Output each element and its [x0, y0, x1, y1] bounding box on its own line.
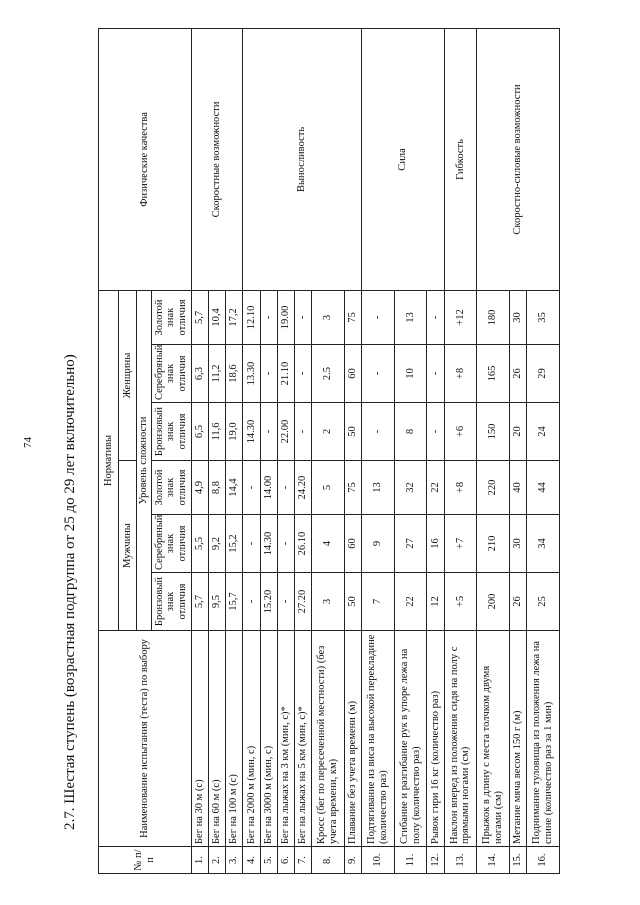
test-name: Подтягивание из виса на высокой перекладине (количество раз) — [362, 631, 395, 847]
test-name: Бег на 30 м (с) — [191, 631, 208, 847]
norm-value: 2 — [312, 403, 345, 461]
norm-value: 27.20 — [294, 573, 311, 631]
table-row — [191, 28, 208, 873]
test-name: Рывок гири 16 кг (количество раз) — [427, 631, 444, 847]
norm-value: 32 — [394, 461, 427, 515]
norm-value: 34 — [527, 515, 560, 573]
norm-value: 3 — [312, 290, 345, 344]
norm-value: 35 — [527, 290, 560, 344]
norm-value: - — [243, 461, 260, 515]
row-number: 12. — [427, 847, 444, 874]
physical-quality: Скоростные возможности — [191, 28, 243, 290]
header-norms: Нормативы — [99, 290, 119, 630]
physical-quality: Гибкость — [444, 28, 477, 290]
header-num: № п/п — [99, 847, 192, 874]
norm-value: 21.10 — [277, 345, 294, 403]
norm-value: 50 — [344, 403, 361, 461]
norm-value: - — [362, 290, 395, 344]
test-name: Бег на лыжах на 5 км (мин, с)* — [294, 631, 311, 847]
header-men-silver: Серебряный знак отличия — [151, 515, 191, 573]
norm-value: - — [294, 345, 311, 403]
row-number: 6. — [277, 847, 294, 874]
norm-value: 13 — [394, 290, 427, 344]
header-quality: Физические качества — [99, 28, 192, 290]
norm-value: - — [243, 573, 260, 631]
norm-value: 14.30 — [260, 515, 277, 573]
norm-value: 16 — [427, 515, 444, 573]
header-women-gold: Золотой знак отличия — [151, 290, 191, 344]
norm-value: 5,5 — [191, 515, 208, 573]
table-row — [243, 28, 260, 873]
norm-value: +8 — [444, 345, 477, 403]
test-name: Плавание без учета времени (м) — [344, 631, 361, 847]
test-name: Поднимание туловища из положения лежа на спине (количество раз за 1 мин) — [527, 631, 560, 847]
norm-value: - — [294, 290, 311, 344]
row-number: 11. — [394, 847, 427, 874]
norm-value: 26 — [509, 345, 526, 403]
norm-value: 5,7 — [191, 573, 208, 631]
norm-value: 14.00 — [260, 461, 277, 515]
test-name: Прыжок в длину с места толчком двумя ногами (см) — [477, 631, 510, 847]
norm-value: - — [427, 290, 444, 344]
norm-value: 25 — [527, 573, 560, 631]
norm-value: 6,5 — [191, 403, 208, 461]
norm-value: +6 — [444, 403, 477, 461]
header-name: Наименование испытания (теста) по выбору — [99, 631, 192, 847]
table-caption: 2.7. Шестая ступень (возрастная подгруппа от 25 до 29 лет включительно) — [62, 354, 78, 830]
table-row — [477, 28, 510, 873]
norm-value: 44 — [527, 461, 560, 515]
norm-value: 3 — [312, 573, 345, 631]
norm-value: 6,3 — [191, 345, 208, 403]
norm-value: 40 — [509, 461, 526, 515]
row-number: 9. — [344, 847, 361, 874]
norm-value: 180 — [477, 290, 510, 344]
norm-value: - — [277, 573, 294, 631]
standards-table — [98, 28, 560, 874]
norm-value: 13 — [362, 461, 395, 515]
norm-value: 30 — [509, 290, 526, 344]
page-number: 74 — [22, 437, 34, 448]
norm-value: 5,7 — [191, 290, 208, 344]
test-name: Бег на 60 м (с) — [208, 631, 225, 847]
header-men: Мужчины — [119, 461, 137, 631]
header-women-bronze: Бронзовый знак отличия — [151, 403, 191, 461]
row-number: 13. — [444, 847, 477, 874]
norm-value: - — [427, 403, 444, 461]
norm-value: 27 — [394, 515, 427, 573]
row-number: 8. — [312, 847, 345, 874]
norm-value: 10,4 — [208, 290, 225, 344]
norm-value: 22.00 — [277, 403, 294, 461]
norm-value: 26 — [509, 573, 526, 631]
test-name: Кросс (бег по пересеченной местности) (без учета времени, км) — [312, 631, 345, 847]
header-level: Уровень сложности — [137, 290, 152, 630]
norm-value: 13.30 — [243, 345, 260, 403]
norm-value: +8 — [444, 461, 477, 515]
norm-value: 18,6 — [226, 345, 243, 403]
norm-value: 220 — [477, 461, 510, 515]
norm-value: 14.30 — [243, 403, 260, 461]
norm-value: 15,7 — [226, 573, 243, 631]
norm-value: 12.10 — [243, 290, 260, 344]
row-number: 10. — [362, 847, 395, 874]
norm-value: 165 — [477, 345, 510, 403]
norm-value: 9,2 — [208, 515, 225, 573]
physical-quality: Выносливость — [243, 28, 362, 290]
norm-value: 24 — [527, 403, 560, 461]
row-number: 2. — [208, 847, 225, 874]
norm-value: 17,2 — [226, 290, 243, 344]
row-number: 14. — [477, 847, 510, 874]
norm-value: 8,8 — [208, 461, 225, 515]
table-row — [444, 28, 477, 873]
row-number: 1. — [191, 847, 208, 874]
norm-value: - — [277, 515, 294, 573]
norm-value: 75 — [344, 290, 361, 344]
norm-value: 19,0 — [226, 403, 243, 461]
row-number: 16. — [527, 847, 560, 874]
norm-value: 150 — [477, 403, 510, 461]
norm-value: +7 — [444, 515, 477, 573]
norm-value: 11,6 — [208, 403, 225, 461]
row-number: 15. — [509, 847, 526, 874]
norm-value: 24.20 — [294, 461, 311, 515]
standards-table-wrapper — [98, 29, 560, 874]
norm-value: - — [260, 345, 277, 403]
norm-value: - — [362, 345, 395, 403]
norm-value: - — [294, 403, 311, 461]
test-name: Бег на лыжах на 3 км (мин, с)* — [277, 631, 294, 847]
norm-value: 210 — [477, 515, 510, 573]
norm-value: 30 — [509, 515, 526, 573]
norm-value: 8 — [394, 403, 427, 461]
norm-value: - — [427, 345, 444, 403]
norm-value: - — [277, 461, 294, 515]
header-women-silver: Серебряный знак отличия — [151, 345, 191, 403]
physical-quality: Сила — [362, 28, 445, 290]
norm-value: - — [260, 290, 277, 344]
norm-value: - — [260, 403, 277, 461]
test-name: Метание мяча весом 150 г (м) — [509, 631, 526, 847]
norm-value: 15,2 — [226, 515, 243, 573]
row-number: 3. — [226, 847, 243, 874]
norm-value: 75 — [344, 461, 361, 515]
norm-value: 14,4 — [226, 461, 243, 515]
norm-value: 9 — [362, 515, 395, 573]
norm-value: 60 — [344, 345, 361, 403]
header-men-bronze: Бронзовый знак отличия — [151, 573, 191, 631]
norm-value: 9,5 — [208, 573, 225, 631]
norm-value: 4,9 — [191, 461, 208, 515]
norm-value: 50 — [344, 573, 361, 631]
header-women: Женщины — [119, 290, 137, 460]
norm-value: 19.00 — [277, 290, 294, 344]
norm-value: 22 — [394, 573, 427, 631]
norm-value: 5 — [312, 461, 345, 515]
norm-value: 2.5 — [312, 345, 345, 403]
table-row — [362, 28, 395, 873]
norm-value: +12 — [444, 290, 477, 344]
row-number: 4. — [243, 847, 260, 874]
table-body — [191, 28, 559, 873]
norm-value: 29 — [527, 345, 560, 403]
norm-value: 11,2 — [208, 345, 225, 403]
norm-value: - — [362, 403, 395, 461]
norm-value: 26.10 — [294, 515, 311, 573]
test-name: Бег на 3000 м (мин, с) — [260, 631, 277, 847]
norm-value: 20 — [509, 403, 526, 461]
norm-value: 60 — [344, 515, 361, 573]
test-name: Бег на 100 м (с) — [226, 631, 243, 847]
norm-value: 200 — [477, 573, 510, 631]
norm-value: 10 — [394, 345, 427, 403]
norm-value: 12 — [427, 573, 444, 631]
norm-value: 7 — [362, 573, 395, 631]
norm-value: - — [243, 515, 260, 573]
test-name: Сгибание и разгибание рук в упоре лежа на полу (количество раз) — [394, 631, 427, 847]
row-number: 7. — [294, 847, 311, 874]
physical-quality: Скоростно-силовые возможности — [477, 28, 560, 290]
norm-value: 22 — [427, 461, 444, 515]
test-name: Бег на 2000 м (мин, с) — [243, 631, 260, 847]
norm-value: 15.20 — [260, 573, 277, 631]
norm-value: +5 — [444, 573, 477, 631]
header-men-gold: Золотой знак отличия — [151, 461, 191, 515]
row-number: 5. — [260, 847, 277, 874]
norm-value: 4 — [312, 515, 345, 573]
test-name: Наклон вперед из положения сидя на полу с прямыми ногами (см) — [444, 631, 477, 847]
